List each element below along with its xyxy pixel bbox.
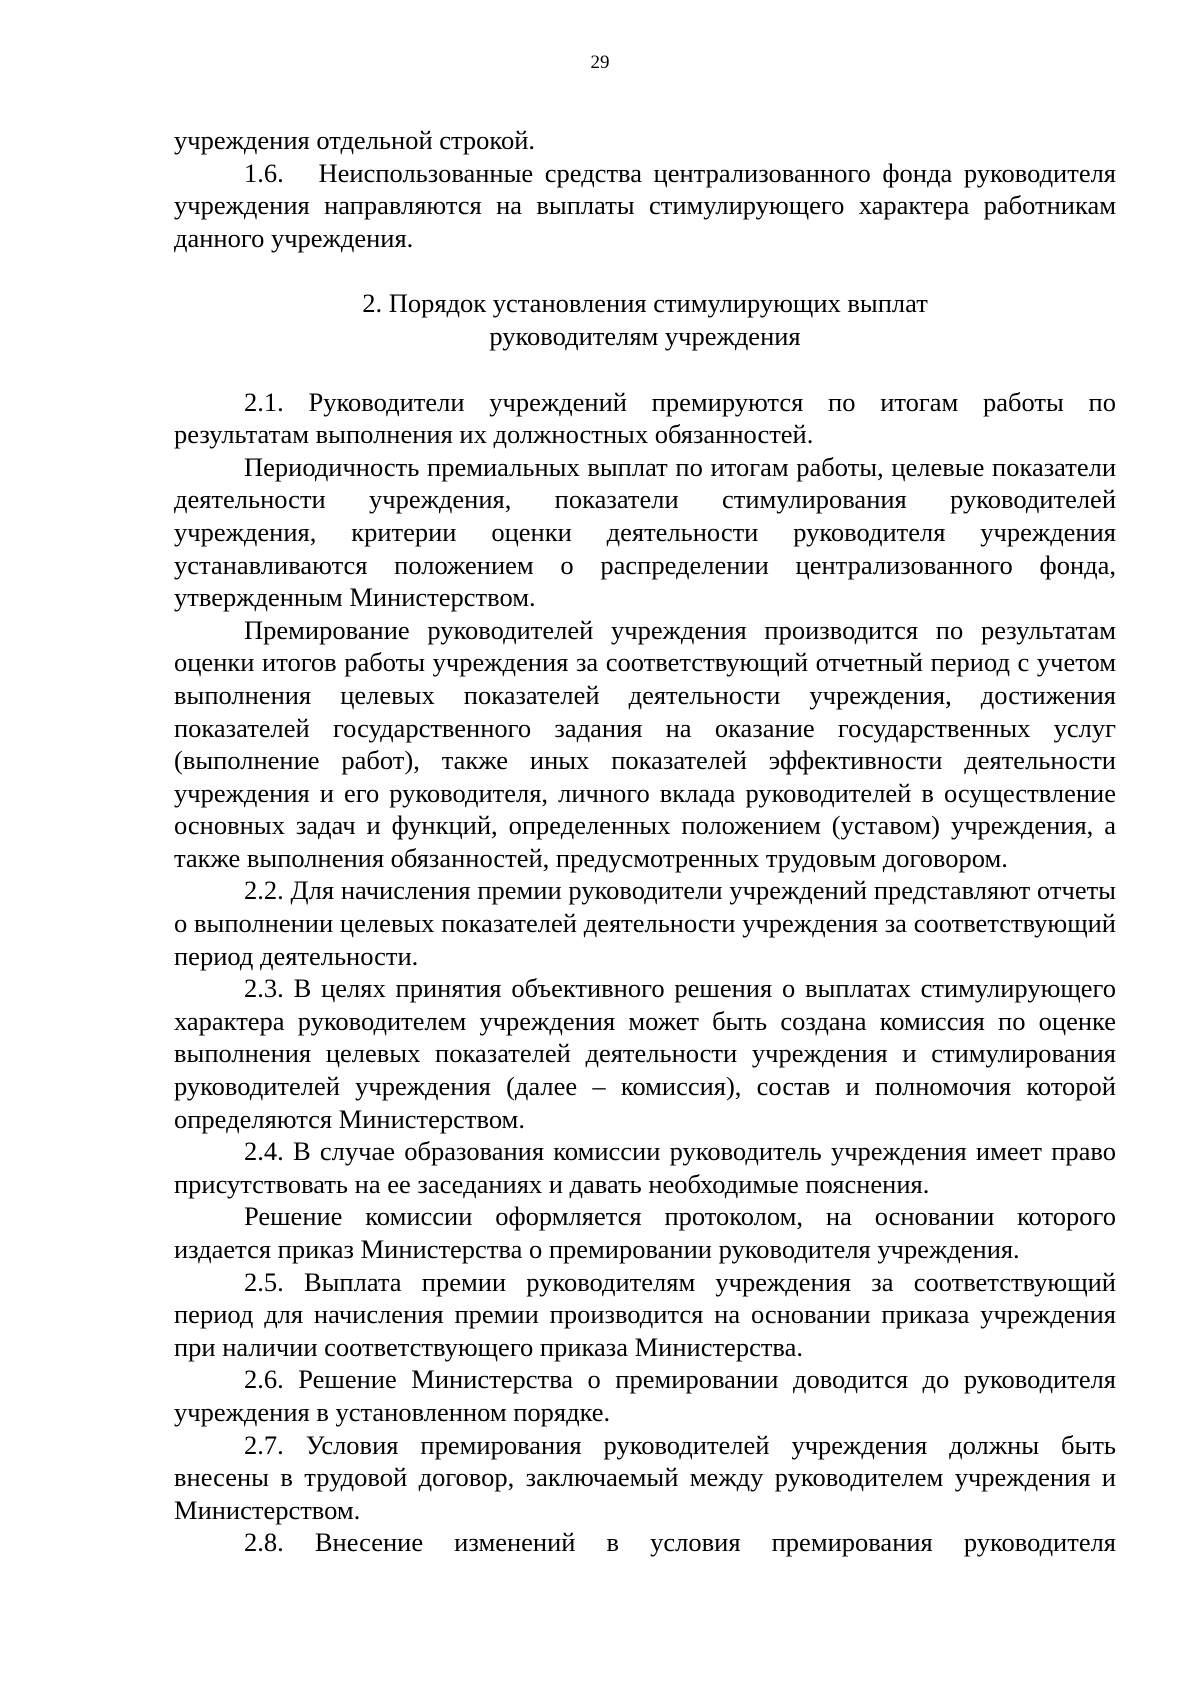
document-body: [174, 124, 1116, 1559]
paragraph: 2.1. Руководители учреждений премируются по итогам работы по результатам выполнения их должностных обязанностей.: [174, 386, 1116, 450]
paragraph: 2.8. Внесение изменений в условия премирования руководителя: [244, 1527, 1116, 1558]
paragraph: 2.6. Решение Министерства о премировании доводится до руководителя учреждения в установленном порядке.: [174, 1364, 1116, 1427]
paragraph: учреждения отдельной строкой.: [174, 125, 535, 155]
page-number: 29: [590, 52, 610, 73]
spacer: [174, 353, 1116, 386]
paragraph: Премирование руководителей учреждения производится по результатам оценки итогов работы учреждения за соответствующий отчетный период с учетом выполнения целевых показателей деятельности учреждения, достижения показателей государственного задания на оказание государственных услуг (выполнение работ), также иных показателей эффективности деятельности учреждения и его руководителя, личного вклада руководителей в осуществление основных задач и функций, определенных положением (уставом) учреждения, а также выполнения обязанностей, предусмотренных трудовым договором.: [174, 614, 1116, 873]
section-2-body: [174, 386, 1116, 1559]
paragraph: 2.7. Условия премирования руководителей учреждения должны быть внесены в трудовой договор, заключаемый между руководителем учреждения и Министерством.: [174, 1429, 1116, 1525]
paragraph: 2.5. Выплата премии руководителям учреждения за соответствующий период для начисления премии производится на основании приказа учреждения при наличии соответствующего приказа Министерства.: [174, 1266, 1116, 1362]
section-heading-line-2: руководителям учреждения: [489, 320, 801, 351]
section-heading: [174, 287, 1116, 352]
paragraph: Решение комиссии оформляется протоколом, на основании которого издается приказ Министерства о премировании руководителя учреждения.: [174, 1201, 1116, 1264]
intro-section: [174, 124, 1116, 254]
paragraph: 1.6. Неиспользованные средства централизованного фонда руководителя учреждения направляются на выплаты стимулирующего характера работникам данного учреждения.: [174, 157, 1116, 253]
paragraph: 2.4. В случае образования комиссии руководитель учреждения имеет право присутствовать на ее заседаниях и давать необходимые пояснения.: [174, 1136, 1116, 1199]
paragraph: 2.3. В целях принятия объективного решения о выплатах стимулирующего характера руководителем учреждения может быть создана комиссия по оценке выполнения целевых показателей деятельности учреждения и стимулирования руководителей учреждения (далее – комиссия), состав и полномочия которой определяются Министерством.: [174, 973, 1116, 1134]
paragraph: 2.2. Для начисления премии руководители учреждений представляют отчеты о выполнении целевых показателей деятельности учреждения за соответствующий период деятельности.: [174, 875, 1116, 971]
spacer: [174, 254, 1116, 287]
section-heading-line-1: 2. Порядок установления стимулирующих выплат: [362, 288, 928, 319]
paragraph: Периодичность премиальных выплат по итогам работы, целевые показатели деятельности учреждения, показатели стимулирования руководителей учреждения, критерии оценки деятельности руководителя учреждения устанавливаются положением о распределении централизованного фонда, утвержденным Министерством.: [174, 451, 1116, 613]
